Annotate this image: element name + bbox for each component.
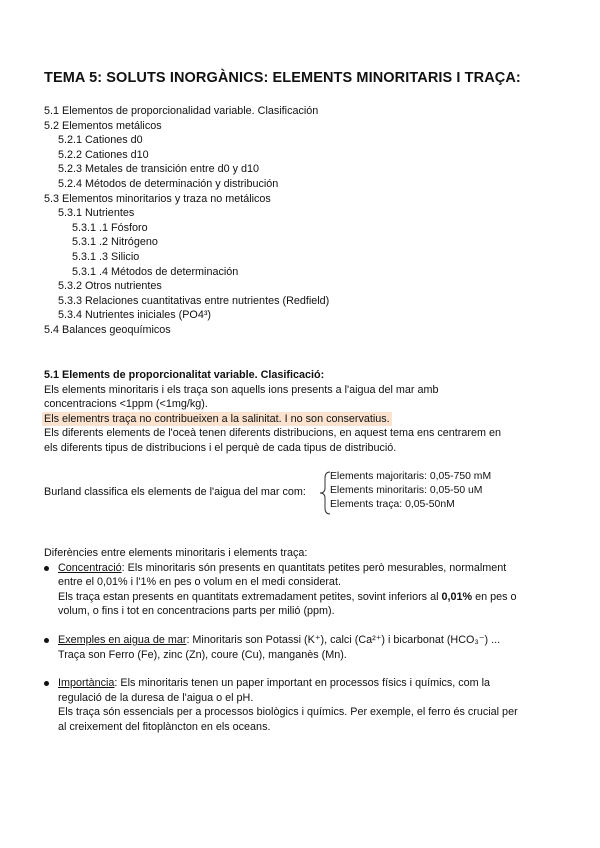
toc-item: 5.3 Elementos minoritarios y traza no metálicos [44,192,271,205]
toc-item: 5.3.3 Relaciones cuantitativas entre nutrientes (Redfield) [58,294,330,307]
bullet-text: Traça son Ferro (Fe), zinc (Zn), coure (Cu), manganès (Mn). [58,648,347,661]
bullet-label: Importància [58,677,115,690]
toc-item: 5.3.1 .4 Métodos de determinación [72,265,239,278]
bullet-text: Els traça estan presents en quantitats extremadament petites, sovint inferiors al [58,590,442,603]
bullet-icon [44,566,49,571]
section-5-1 [44,368,514,456]
bold-value: 0,01% [441,590,473,603]
list-item: Elements traça: 0,05-50nM [330,499,455,510]
toc-item: 5.2 Elementos metálicos [44,119,162,132]
differences-intro: Diferències entre elements minoritaris i elements traça: [44,547,308,559]
paragraph: Els diferents elements de l'oceà tenen diferents distribucions, en aquest tema ens centrarem en els diferents tipus de distribucions i el perquè de cada tipus de distribució. [44,427,501,454]
toc-item: 5.3.2 Otros nutrientes [58,280,162,293]
bullet-exemples [44,633,524,662]
paragraph: Els elements minoritaris i els traça son aquells ions presents a l'aigua del mar amb concentracions <1ppm (<1mg/kg). [44,383,439,411]
page-title: TEMA 5: SOLUTS INORGÀNICS: ELEMENTS MINORITARIS I TRAÇA: [44,70,521,86]
toc-item: 5.3.1 .1 Fósforo [72,221,148,234]
bullet-text: en pes o volum, o fins i tot en concentracions parts per milió (ppm). [58,590,517,618]
burland-lead: Burland classifica els elements de l'aigua del mar com: [44,486,306,498]
bullet-text: : Els minoritaris tenen un paper important en processos físics i químics, com la regulació de la duresa de l'aigua o el pH. [58,677,491,704]
bullet-concentracio [44,561,524,619]
bullet-icon [44,638,49,643]
bullet-label: Concentració [58,561,122,574]
list-item: Elements majoritaris: 0,05-750 mM [330,471,492,482]
toc-item: 5.3.1 Nutrientes [58,207,135,220]
toc-item: 5.3.1 .3 Silicio [72,250,140,263]
burland-classification [44,470,564,520]
toc-item: 5.3.4 Nutrientes iniciales (PO4³) [58,309,212,322]
list-item: Elements minoritaris: 0,05-50 uM [330,485,483,496]
differences-section [44,546,524,735]
bullet-importancia [44,676,524,734]
toc-item: 5.4 Balances geoquímicos [44,323,171,336]
toc-item: 5.2.1 Cationes d0 [58,134,143,147]
highlighted-text: Els elementrs traça no contribueixen a la salinitat. I no son conservatius. [44,412,390,425]
bullet-label: Exemples en aigua de mar [58,633,187,646]
toc-item: 5.1 Elementos de proporcionalidad variable. Clasificación [44,105,319,117]
toc-item: 5.2.3 Metales de transición entre d0 y d10 [58,163,260,176]
table-of-contents [44,104,329,338]
bullet-text: : Minoritaris son Potassi (K⁺), calci (Ca²⁺) i bicarbonat (HCO₃⁻) ... [186,633,501,646]
bullet-icon [44,681,49,686]
toc-item: 5.2.4 Métodos de determinación y distribución [58,177,279,190]
bullet-text: : Els minoritaris són presents en quantitats petites però mesurables, normalment entre el 0,01% i l'1% en pes o volum en el medi considerat. [58,561,507,589]
toc-item: 5.2.2 Cationes d10 [58,148,149,161]
bullet-text: Els traça són essencials per a processos biològics i químics. Per exemple, el ferro és crucial per al creixement del fitoplàncton en els oceans. [58,706,518,733]
toc-item: 5.3.1 .2 Nitrógeno [72,236,158,249]
section-title: 5.1 Elements de proporcionalitat variable. Clasificació: [44,369,325,381]
burland-items [330,470,491,512]
